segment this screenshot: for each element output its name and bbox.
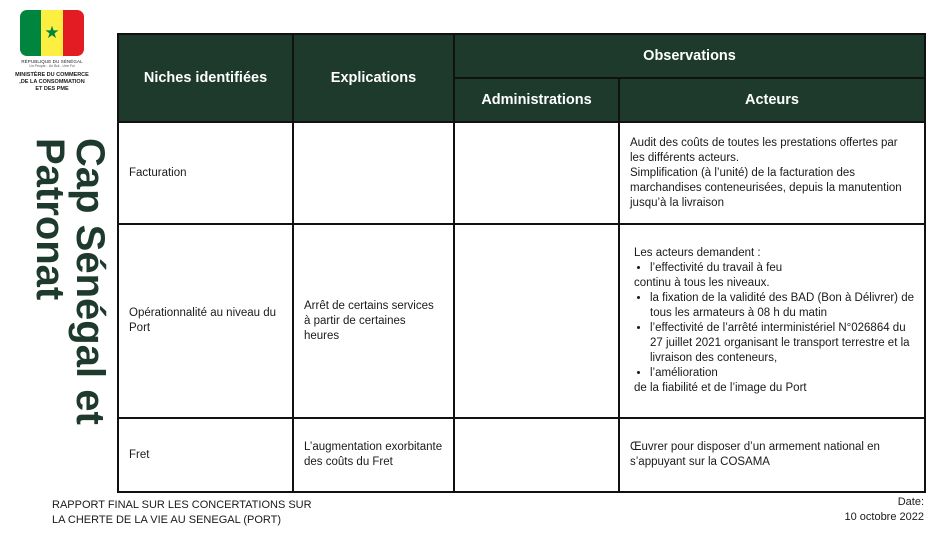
cell-acteurs <box>619 418 925 492</box>
table-row <box>118 224 925 418</box>
list-item: • l’effectivité de l’arrêté interministériel N°026864 du 27 juillet 2021 organisant le transport terrestre et la livraison des conteneurs, <box>650 321 914 366</box>
side-title-line1: Cap Sénégal et <box>68 138 112 425</box>
cell-niche: Facturation <box>118 122 293 224</box>
republic-label: RÉPUBLIQUE DU SÉNÉGAL <box>21 59 83 64</box>
date-value: 10 octobre 2022 <box>844 511 924 523</box>
acteurs-text: Simplification (à l’unité) de la facturation des marchandises conteneurisées, depuis la manutention jusqu’à la livraison <box>630 166 902 209</box>
ministry-logo <box>12 10 92 93</box>
motto-label: Un Peuple - Un But - Une Foi <box>29 64 75 69</box>
ministry-label <box>12 72 92 93</box>
report-line: RAPPORT FINAL SUR LES CONCERTATIONS SUR <box>52 499 312 511</box>
report-line: LA CHERTE DE LA VIE AU SENEGAL (PORT) <box>52 514 282 526</box>
header-acteurs: Acteurs <box>619 78 925 122</box>
acteurs-text: Œuvrer pour disposer d’un armement national en s’appuyant sur la COSAMA <box>630 441 880 468</box>
acteurs-continuation: de la fiabilité et de l’image du Port <box>634 382 807 394</box>
cell-administration <box>454 224 619 418</box>
senegal-flag-icon <box>20 10 84 56</box>
acteurs-continuation: continu à tous les niveaux. <box>634 277 770 289</box>
observations-table <box>117 33 926 493</box>
header-administrations: Administrations <box>454 78 619 122</box>
list-item: • la fixation de la validité des BAD (Bon à Délivrer) de tous les armateurs à 08 h du matin <box>650 291 914 321</box>
star-icon: ★ <box>44 22 60 43</box>
cell-administration <box>454 122 619 224</box>
header-observations: Observations <box>454 34 925 78</box>
table-row <box>118 418 925 492</box>
acteurs-list <box>634 261 914 276</box>
table-row <box>118 122 925 224</box>
cell-niche: Opérationnalité au niveau du Port <box>118 224 293 418</box>
side-title-line2: Patronat <box>28 138 72 301</box>
ministry-line: ET DES PME <box>35 85 69 92</box>
cell-acteurs <box>619 224 925 418</box>
acteurs-text: Audit des coûts de toutes les prestations offertes par les différents acteurs. <box>630 136 898 164</box>
ministry-line: MINISTÈRE DU COMMERCE <box>15 71 89 78</box>
list-item: • l’amélioration <box>650 366 914 381</box>
header-explications: Explications <box>293 34 454 122</box>
cell-acteurs <box>619 122 925 224</box>
report-title <box>52 498 312 528</box>
cell-niche: Fret <box>118 418 293 492</box>
list-item: • l’effectivité du travail à feu <box>650 261 914 276</box>
cell-administration <box>454 418 619 492</box>
date-label: Date: <box>897 496 924 508</box>
cell-explication <box>293 122 454 224</box>
header-niches: Niches identifiées <box>118 34 293 122</box>
side-title <box>10 138 110 456</box>
report-date <box>844 495 924 525</box>
acteurs-intro: Les acteurs demandent : <box>634 247 761 259</box>
ministry-line: ,DE LA CONSOMMATION <box>19 78 85 85</box>
acteurs-list <box>634 291 914 381</box>
cell-explication: Arrêt de certains services à partir de certaines heures <box>293 224 454 418</box>
cell-explication: L’augmentation exorbitante des coûts du Fret <box>293 418 454 492</box>
